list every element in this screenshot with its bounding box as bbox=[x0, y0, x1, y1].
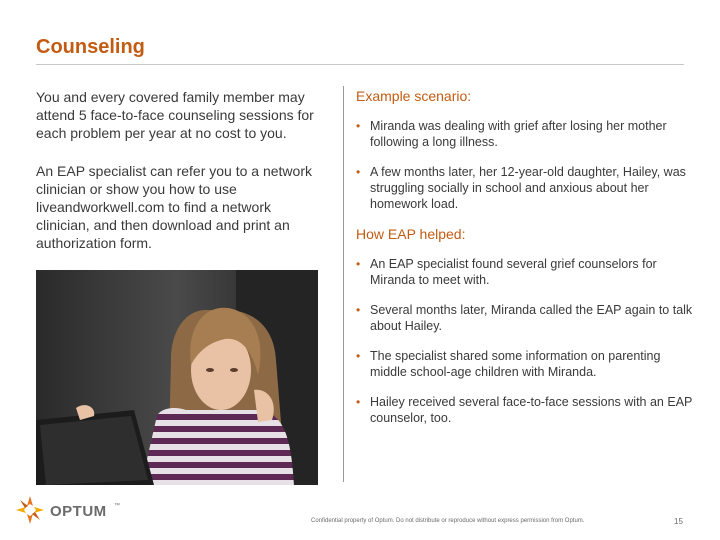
bullet-icon: • bbox=[356, 395, 361, 409]
bullet-icon: • bbox=[356, 165, 361, 179]
logo-text: OPTUM bbox=[50, 503, 107, 520]
bullet-icon: • bbox=[356, 119, 361, 133]
eap-referral-text: An EAP specialist can refer you to a network clinician or show you how to use liveandworkwell.com to find a network clinician, and then download and print an authorization form. bbox=[36, 163, 312, 251]
optum-logo bbox=[14, 494, 124, 528]
girl-laptop-photo bbox=[36, 270, 318, 485]
title-rule bbox=[36, 64, 684, 65]
how-eap-helped-heading: How EAP helped: bbox=[356, 226, 466, 242]
list-item: • An EAP specialist found several grief counselors for Miranda to meet with. bbox=[356, 257, 657, 287]
helped-bullets bbox=[356, 256, 696, 426]
logo-trademark: ™ bbox=[114, 503, 120, 509]
list-item: • Several months later, Miranda called the EAP again to talk about Hailey. bbox=[356, 303, 693, 333]
confidentiality-note: Confidential property of Optum. Do not distribute or reproduce without express permission from Optum. bbox=[311, 518, 585, 524]
list-item: • Miranda was dealing with grief after losing her mother following a long illness. bbox=[356, 119, 667, 149]
counseling-sessions-text: You and every covered family member may attend 5 face-to-face counseling sessions for each problem per year at no cost to you. bbox=[36, 89, 314, 141]
column-divider bbox=[343, 86, 344, 482]
example-scenario-heading: Example scenario: bbox=[356, 88, 472, 104]
list-item: • Hailey received several face-to-face sessions with an EAP counselor, too. bbox=[356, 395, 693, 425]
slide-title: Counseling bbox=[36, 36, 145, 58]
bullet-icon: • bbox=[356, 303, 361, 317]
right-column bbox=[356, 88, 696, 440]
bullet-icon: • bbox=[356, 257, 361, 271]
photo-illustration bbox=[36, 270, 318, 485]
example-bullets bbox=[356, 118, 696, 212]
optum-logo-mark-icon bbox=[14, 494, 46, 526]
list-item: • The specialist shared some information on parenting middle school-age children with Miranda. bbox=[356, 349, 661, 379]
bullet-icon: • bbox=[356, 349, 361, 363]
list-item: • A few months later, her 12-year-old daughter, Hailey, was struggling socially in school and anxious about her homework load. bbox=[356, 165, 686, 211]
page-number: 15 bbox=[674, 517, 683, 526]
left-column bbox=[36, 88, 318, 252]
